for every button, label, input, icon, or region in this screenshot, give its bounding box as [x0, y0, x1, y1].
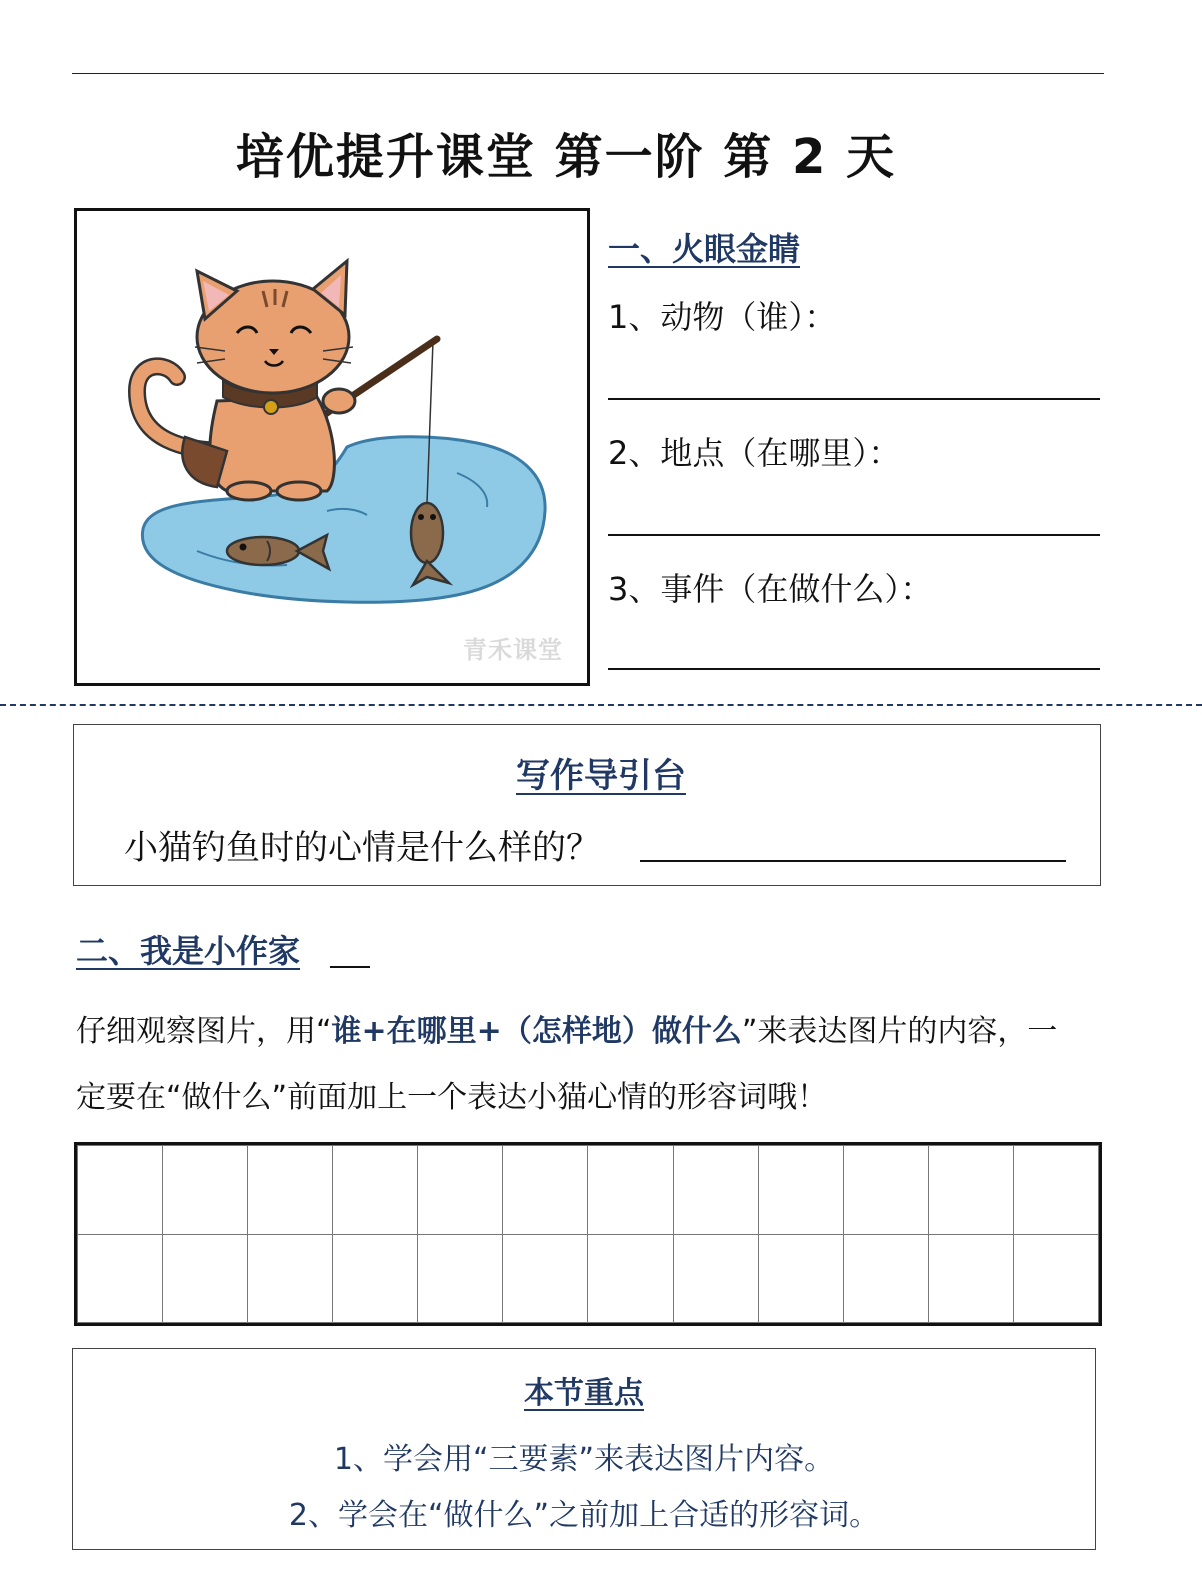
grid-cell[interactable] — [333, 1146, 418, 1235]
grid-cell[interactable] — [928, 1234, 1013, 1323]
key-points-title: 本节重点 — [524, 1376, 644, 1411]
question-place: 2、地点（在哪里）： — [608, 434, 901, 472]
instruction-highlight: 谁+在哪里+（怎样地）做什么 — [331, 1014, 742, 1049]
guide-title: 写作导引台 — [516, 756, 686, 796]
instruction-line-2: 定要在“做什么”前面加上一个表达小猫心情的形容词哦！ — [76, 1080, 828, 1115]
key-point-1: 1、学会用“三要素”来表达图片内容。 — [333, 1442, 835, 1477]
guide-answer-line[interactable] — [640, 860, 1066, 862]
top-rule — [72, 73, 1104, 74]
grid-cell[interactable] — [78, 1146, 163, 1235]
grid-cell[interactable] — [418, 1146, 503, 1235]
grid-cell[interactable] — [758, 1234, 843, 1323]
instruction-line-1 — [76, 1006, 1057, 1050]
grid-cell[interactable] — [1013, 1146, 1098, 1235]
watermark: 青禾课堂 — [463, 636, 563, 664]
section2-heading-tail — [330, 966, 370, 968]
grid-cell[interactable] — [333, 1234, 418, 1323]
grid-cell[interactable] — [928, 1146, 1013, 1235]
cat-fishing-illustration — [77, 211, 587, 683]
instruction-part2: ”来表达图片的内容，一 — [741, 1014, 1058, 1049]
grid-cell[interactable] — [588, 1234, 673, 1323]
cat — [182, 261, 355, 500]
grid-cell[interactable] — [163, 1146, 248, 1235]
answer-line-animal[interactable] — [608, 398, 1100, 400]
picture-frame — [74, 208, 590, 686]
instruction-part1: 仔细观察图片，用“ — [76, 1014, 332, 1049]
section1-heading: 一、火眼金睛 — [608, 230, 801, 268]
question-event: 3、事件（在做什么）： — [608, 570, 933, 608]
grid-cell[interactable] — [588, 1146, 673, 1235]
grid-cell[interactable] — [418, 1234, 503, 1323]
grid-cell[interactable] — [503, 1146, 588, 1235]
grid-row — [78, 1234, 1099, 1323]
question-animal: 1、动物（谁）： — [608, 298, 837, 336]
page-title: 培优提升课堂 第一阶 第 2 天 — [235, 129, 897, 185]
grid-cell[interactable] — [248, 1234, 333, 1323]
grid-cell[interactable] — [673, 1234, 758, 1323]
grid-cell[interactable] — [843, 1146, 928, 1235]
guide-question: 小猫钓鱼时的心情是什么样的？ — [124, 828, 600, 868]
key-point-2: 2、学会在“做什么”之前加上合适的形容词。 — [288, 1498, 880, 1533]
answer-line-place[interactable] — [608, 534, 1100, 536]
writing-grid[interactable] — [74, 1142, 1102, 1326]
grid-cell[interactable] — [843, 1234, 928, 1323]
section2-heading: 二、我是小作家 — [76, 932, 301, 970]
grid-cell[interactable] — [248, 1146, 333, 1235]
grid-cell[interactable] — [163, 1234, 248, 1323]
grid-cell[interactable] — [1013, 1234, 1098, 1323]
grid-cell[interactable] — [758, 1146, 843, 1235]
grid-cell[interactable] — [78, 1234, 163, 1323]
grid-row — [78, 1146, 1099, 1235]
section-separator — [0, 704, 1202, 706]
grid-cell[interactable] — [503, 1234, 588, 1323]
answer-line-event[interactable] — [608, 668, 1100, 670]
grid-cell[interactable] — [673, 1146, 758, 1235]
